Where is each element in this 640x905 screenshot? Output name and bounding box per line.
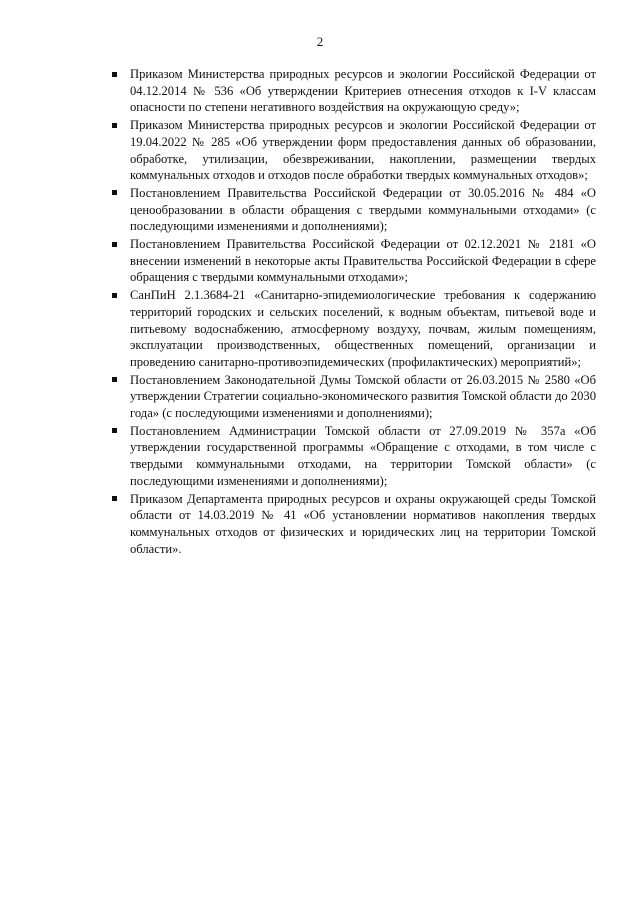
square-bullet-icon (112, 428, 117, 433)
square-bullet-icon (112, 72, 117, 77)
list-item (112, 372, 596, 422)
list-item (112, 287, 596, 371)
square-bullet-icon (112, 377, 117, 382)
list-item-text: Постановлением Законодательной Думы Томской области от 26.03.2015 № 2580 «Об утверждении Стратегии социально-экономического развития Томской области до 2030 года» (с последующими изменениями и дополнениями); (130, 372, 596, 421)
list-item-text: СанПиН 2.1.3684-21 «Санитарно-эпидемиологические требования к содержанию территорий городских и сельских поселений, к водным объектам, питьевой воде и питьевому водоснабжению, атмосферному воздуху, почвам, жилым помещениям, эксплуатации производственных, общественных помещений, организации и проведению санитарно-противоэпидемических (профилактических) мероприятий»; (130, 288, 596, 369)
list-item-text: Постановлением Администрации Томской области от 27.09.2019 № 357а «Об утверждении государственной программы «Обращение с отходами, в том числе с твердыми коммунальными отходами, на территории Томской области» (с последующими изменениями и дополнениями); (130, 423, 596, 488)
square-bullet-icon (112, 190, 117, 195)
list-item-text: Приказом Министерства природных ресурсов и экологии Российской Федерации от 04.12.2014 № 536 «Об утверждении Критериев отнесения отходов к I-V классам опасности по степени негативного воздействия на окружающую среду»; (130, 67, 596, 115)
square-bullet-icon (112, 496, 117, 501)
list-item-text: Постановлением Правительства Российской Федерации от 02.12.2021 № 2181 «О внесении изменений в некоторые акты Правительства Российской Федерации в сфере обращения с твердыми коммунальными отходами»; (130, 237, 596, 285)
square-bullet-icon (112, 293, 117, 298)
page-number: 2 (316, 34, 324, 49)
list-item (112, 423, 596, 490)
list-item (112, 491, 596, 558)
legal-acts-list (112, 66, 596, 558)
list-item-text: Приказом Министерства природных ресурсов и экологии Российской Федерации от 19.04.2022 № 285 «Об утверждении форм предоставления данных об образовании, обработке, утилизации, обезвреживании, накоплении, размещении твердых коммунальных отходов и отходов после обработки твердых коммунальных отходов»; (130, 118, 596, 183)
square-bullet-icon (112, 242, 117, 247)
list-item-text: Приказом Департамента природных ресурсов и охраны окружающей среды Томской области от 14.03.2019 № 41 «Об установлении нормативов накопления твердых коммунальных отходов от физических и юридических лиц на территории Томской области». (130, 491, 596, 556)
list-item (112, 236, 596, 286)
list-item-text: Постановлением Правительства Российской Федерации от 30.05.2016 № 484 «О ценообразовании в области обращения с твердыми коммунальными отходами» (с последующими изменениями и дополнениями); (130, 185, 596, 234)
list-item (112, 117, 596, 184)
list-item (112, 66, 596, 116)
list-item (112, 185, 596, 235)
square-bullet-icon (112, 123, 117, 128)
